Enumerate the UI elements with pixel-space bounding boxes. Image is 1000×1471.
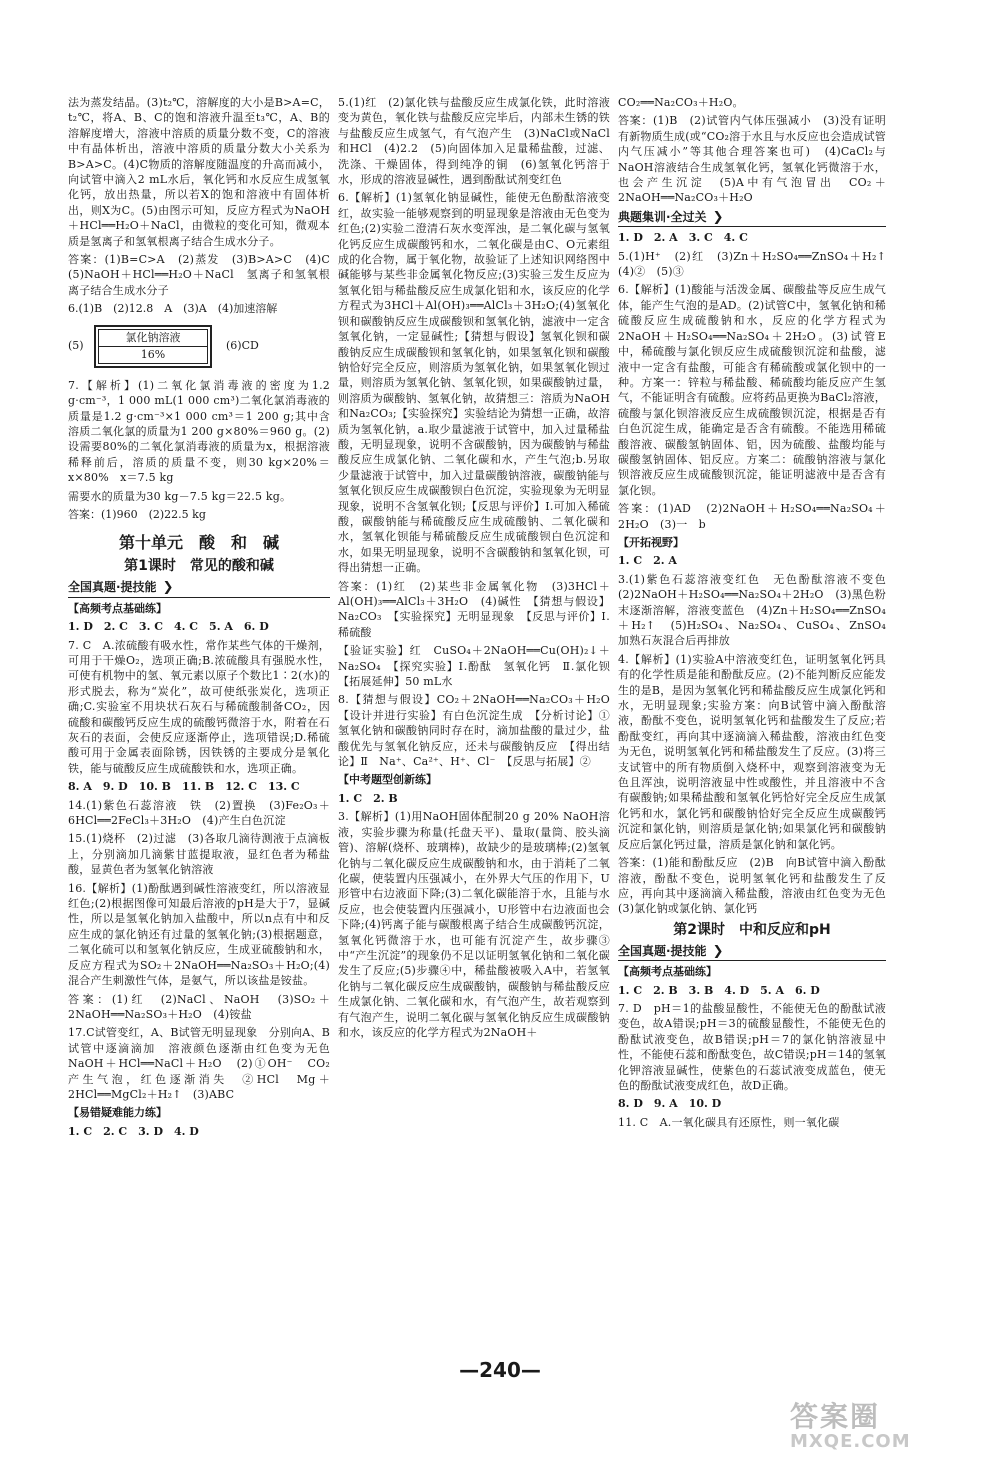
section-heading: 典题集训·全过关 ❯ (618, 210, 886, 227)
answer-row: 1. C 2. B 3. B 4. D 5. A 6. D (618, 983, 820, 997)
column-right (618, 95, 898, 1133)
subsection-heading: 【中考题型创新练】 (338, 773, 437, 787)
lesson-title: 第2课时 中和反应和pH (673, 921, 831, 938)
watermark-logo (790, 1395, 990, 1465)
answer-line: 答案：(1)红 (2)NaCl、NaOH (3)SO₂＋2NaOH══Na₂SO₃＋H₂O (4)铵盐 (68, 992, 330, 1021)
paragraph: 5.(1)H⁺ (2)红 (3)Zn＋H₂SO₄══ZnSO₄＋H₂↑ (4)② (5)③ (618, 249, 898, 279)
column-middle (338, 95, 622, 1043)
watermark-text: 答案圈 (790, 1400, 881, 1433)
paragraph: 需要水的质量为30 kg－7.5 kg＝22.5 kg。 (68, 489, 292, 503)
unit-title: 第十单元 酸 和 碱 (118, 533, 279, 553)
chevron-right-icon: ❯ (712, 209, 724, 225)
answer-line: 答案：(1)960 (2)22.5 kg (68, 507, 206, 521)
label-number: (5) (68, 339, 84, 353)
paragraph: 5.(1)红 (2)氯化铁与盐酸反应生成氯化铁，此时溶液变为黄色，氧化铁与盐酸反应完毕后，内部未生锈的铁与盐酸反应生成氢气，有气泡产生 (3)NaCl或NaCl和HCl (4)2.2 (5)向固体加入足量稀盐酸，过滤、洗涤、干燥固体，得到纯净的铜 (6)氢氧化钙溶于水，形成的溶液显碱性，遇到酚酞试剂变红色 (338, 96, 610, 187)
label-name: 氯化钠溶液 (99, 330, 207, 347)
paragraph: 7.【解析】(1)二氧化氯消毒液的密度为1.2 g·cm⁻³，1 000 mL(1 000 cm³)二氧化氯消毒液的质量是1.2 g·cm⁻³×1 000 cm³＝1 200 g;其中含溶质二氧化氯的质量为1 200 g×80%＝960 g。(2)设需要80%的二氧化氯消毒液的质量为x，根据溶液稀释前后，溶质的质量不变，则30 kg×20%＝x×80% x＝7.5 kg (68, 378, 330, 485)
paragraph: 3.【解析】(1)用NaOH固体配制20 g 20% NaOH溶液，实验步骤为称量(托盘天平)、量取(量筒、胶头滴管)、溶解(烧杯、玻璃棒)，故缺少的是玻璃棒;(2)氢氧化钠与二氧化碳反应生成碳酸钠和水，由于消耗了二氧化碳，使装置内压强减小，在外界大气压的作用下，U形管中右边液面下降;(3)二氧化碳能溶于水，且能与水反应，也会使装置内压强减小，U形管中右边液面也会下降;(4)钙离子能与碳酸根离子结合生成碳酸钙沉淀，氢氧化钙微溶于水，也可能有沉淀产生，故步骤③中“产生沉淀”的现象仍不足以证明氢氧化钠和二氧化碳发生了反应;(5)步骤④中，稀盐酸被吸入A中，若氢氧化钠与二氧化碳反应生成碳酸钠，碳酸钠与稀盐酸反应生成氯化钠、二氧化碳和水，有气泡产生，故若观察到有气泡产生，说明二氧化碳与氢氧化钠反应生成碳酸钠和水，该反应的化学方程式为2NaOH＋ (338, 810, 610, 1039)
paragraph: 7. C A.浓硫酸有吸水性，常作某些气体的干燥剂，可用于干燥O₂，选项正确;B.浓硫酸具有强脱水性，可使有机物中的氢、氧元素以原子个数比1∶2(水)的形式脱去，称为“炭化”，故可使纸张炭化，选项正确;C.实验室不用块状石灰石与稀硫酸制备CO₂，因硫酸和碳酸钙反应生成的硫酸钙微溶于水，附着在石灰石的表面，会使反应逐渐停止，选项错误;D.稀硫酸可用于金属表面除锈，因铁锈的主要成分是氧化铁，能与硫酸反应生成硫酸铁和水，选项正确。 (68, 638, 330, 775)
paragraph: 15.(1)烧杯 (2)过滤 (3)各取几滴待测液于点滴板上，分别滴加几滴紫甘蓝提取液，显红色者为稀盐酸，显黄色者为氢氧化钠溶液 (68, 832, 330, 877)
lesson-title: 第1课时 常见的酸和碱 (124, 558, 274, 575)
watermark-url: MXQE.COM (790, 1431, 911, 1452)
column-left (68, 95, 342, 1142)
paragraph: 11. C A.一氧化碳具有还原性，则一氧化碳 (618, 1115, 840, 1129)
label-concentration: 16% (140, 347, 166, 361)
paragraph: 17.C试管变红，A、B试管无明显现象 分别向A、B试管中逐滴滴加 溶液颜色逐渐由红色变为无色 NaOH＋HCl══NaCl＋H₂O (2)①OH⁻ CO₂ 产生气泡，红色逐渐消失 ②HCl Mg＋2HCl══MgCl₂＋H₂↑ (3)ABC (68, 1026, 342, 1101)
paragraph: 7. D pH＝1的盐酸显酸性，不能使无色的酚酞试液变色，故A错误;pH＝3的硫酸显酸性，不能使无色的酚酞试液变色，故B错误;pH＝7的氯化钠溶液显中性，不能使石蕊和酚酞变色，故C错误;pH＝14的氢氧化钾溶液显碱性，使紫色的石蕊试液变成蓝色，使无色的酚酞试液变成红色，故D正确。 (618, 1001, 886, 1092)
answer-row: 8. A 9. D 10. B 11. B 12. C 13. C (68, 780, 300, 794)
answer-row: 1. C 2. C 3. D 4. D (68, 1124, 199, 1138)
answer-line: 答案：(1)B=C>A (2)蒸发 (3)B>A>C (4)C (5)NaOH＋HCl══H₂O＋NaCl 氢离子和氢氧根离子结合生成水分子 (68, 253, 342, 297)
subsection-heading: 【开拓视野】 (618, 535, 684, 549)
paragraph: 法为蒸发结晶。(3)t₂℃，溶解度的大小是B>A=C，t₂℃，将A、B、C的饱和溶液升温至t₃℃，A、B的溶解度增大，溶液中溶质的质量分数不变，C的溶液中有晶体析出，溶液中溶质的质量分数大小关系为B>A>C。(4)C物质的溶解度随温度的升高而减小，向试管中滴入2 mL水后，氧化钙和水反应生成氢氧化钙，放出热量，所以若X的饱和溶液中有固体析出，则X为C。(5)由图示可知，反应方程式为NaOH＋HCl══H₂O＋NaCl，由微粒的变化可知，微观本质是氢离子和氢氧根离子结合生成水分子。 (68, 96, 330, 248)
paragraph: 6.【解析】(1)氢氧化钠显碱性，能使无色酚酞溶液变红，故实验一能够观察到的明显现象是溶液由无色变为红色;(2)实验二澄清石灰水变浑浊，是二氧化碳与氢氧化钙反应生成碳酸钙和水，二氧化碳是由C、O元素组成的化合物，属于氧化物，故验证了上述知识网络图中碱能够与某些非金属氧化物反应;(3)实验三发生反应为氢氧化铝与稀盐酸反应生成氯化铝和水，该反应的化学方程式为3HCl＋Al(OH)₃══AlCl₃＋3H₂O;(4)氢氧化钡和碳酸钠反应生成碳酸钡和氢氧化钠，滤液中一定含氢氧化钠，一定显碱性;【猜想与假设】氢氧化钡和碳酸钠反应生成碳酸钡和氢氧化钠，如果氢氧化钡和碳酸钠恰好完全反应，则溶质为氢氧化钠，如果氢氧化钡过量，则溶质为氢氧化钠、氢氧化钡，如果碳酸钠过量，则溶质为碳酸钠、氢氧化钠，故猜想三：溶质为NaOH和Na₂CO₃;【实验探究】实验结论为猜想一正确，故溶质为氢氧化钠，a.取少量滤液于试管中，加入过量稀盐酸，无明显现象，说明不含碳酸钠，因为碳酸钠与稀盐酸反应生成氯化钠、二氧化碳和水，产生气泡;b.另取少量滤液于试管中，加入过量碳酸钠溶液，碳酸钠能与氢氧化钡反应生成碳酸钡白色沉淀，实验现象为无明显现象，说明不含氢氧化钡;【反思与评价】Ⅰ.可加入稀硫酸，碳酸钠能与稀硫酸反应生成硫酸钠、二氧化碳和水，氢氧化钡能与稀硫酸反应生成硫酸钡白色沉淀和水，如果无明显现象，说明不含碳酸钠和氢氧化钡，可得出猜想一正确。 (338, 191, 610, 575)
subsection-heading: 【高频考点基础练】 (68, 601, 167, 615)
paragraph: 3.(1)紫色石蕊溶液变红色 无色酚酞溶液不变色 (2)2NaOH＋H₂SO₄══Na₂SO₄＋2H₂O (3)黑色粉末逐渐溶解，溶液变蓝色 (4)Zn＋H₂SO₄══ZnSO₄＋H₂↑ (5)H₂SO₄、Na₂SO₄、CuSO₄、ZnSO₄ 加熟石灰混合后再排放 (618, 572, 898, 648)
page-number: —240— (459, 1358, 541, 1382)
paragraph: 14.(1)紫色石蕊溶液 铁 (2)置换 (3)Fe₂O₃＋6HCl══2FeCl₃＋3H₂O (4)产生白色沉淀 (68, 798, 330, 828)
paragraph: 4.【解析】(1)实验A中溶液变红色，证明氢氧化钙具有的化学性质是能和酚酞反应。(2)不能判断反应能发生的是B，是因为氢氧化钙和稀盐酸反应生成氯化钙和水，无明显现象;实验方案：向B试管中滴入酚酞溶液，酚酞不变色，说明氢氧化钙和盐酸发生了反应;若酚酞变红，再向其中逐滴滴入稀盐酸，溶液由红色变为无色，说明氢氧化钙和稀盐酸发生了反应。(3)将三支试管中的所有物质倒入烧杯中，观察到溶液变为无色且浑浊，说明溶液显中性或酸性，并且溶液中不含有碳酸钠;如果稀盐酸和氢氧化钙恰好完全反应生成氯化钙和水，氯化钙和碳酸钠恰好完全反应生成碳酸钙沉淀和氯化钠，则溶质是氯化钠;如果氯化钙和碳酸钠反应后氯化钙过量，溶质是氯化钠和氯化钙。 (618, 652, 886, 851)
section-heading: 全国真题·提技能 ❯ (618, 944, 886, 961)
answer-row: 1. D 2. A 3. C 4. C (618, 231, 748, 245)
subsection-heading: 【易错疑难能力练】 (68, 1106, 167, 1120)
paragraph: 【验证实验】红 CuSO₄＋2NaOH══Cu(OH)₂↓＋Na₂SO₄ 【探究实验】Ⅰ.酚酞 氢氧化钙 Ⅱ.氯化钡 【拓展延伸】50 mL水 (338, 644, 622, 689)
answer-line: 答案：(1)B (2)试管内气体压强减小 (3)没有证明有新物质生成(或“CO₂溶于水且与水反应也会造成试管内气压减小”等其他合理答案也可) (4)CaCl₂与NaOH溶液结合生成氢氧化钙，氢氧化钙微溶于水，也会产生沉淀 (5)A中有气泡冒出 CO₂＋2NaOH══Na₂CO₃＋H₂O (618, 114, 886, 205)
subsection-heading: 【高频考点基础练】 (618, 965, 717, 979)
paragraph: 8.【猜想与假设】CO₂＋2NaOH══Na₂CO₃＋H₂O 【设计并进行实验】有白色沉淀生成 【分析讨论】①氢氧化钠和碳酸钠同时存在时，滴加盐酸的量过少，盐酸优先与氢氧化钠反应，还未与碳酸钠反应 【得出结论】Ⅱ Na⁺、Ca²⁺、H⁺、Cl⁻ 【反思与拓展】② (338, 693, 622, 769)
answer-line: 答案：(1)AD (2)2NaOH＋H₂SO₄══Na₂SO₄＋2H₂O (3)一 b (618, 502, 886, 531)
answer-row: 8. D 9. A 10. D (618, 1097, 722, 1111)
answer-row: 1. D 2. C 3. C 4. C 5. A 6. D (68, 620, 269, 634)
section-heading: 全国真题·提技能 ❯ (68, 580, 330, 597)
paragraph: 16.【解析】(1)酚酞遇到碱性溶液变红，所以溶液显红色;(2)根据图像可知最后溶液的pH是大于7，显碱性，所以是氢氧化钠加入盐酸中，所以n点有中和反应生成的氯化钠还有过量的氢氧化钠;(3)根据题意，二氧化硫可以和氢氧化钠反应，生成亚硫酸钠和水，反应方程式为SO₂＋2NaOH══Na₂SO₃＋H₂O;(4)混合产生刺激性气体，是氨气，所以该盐是铵盐。 (68, 881, 330, 988)
reagent-label-figure (68, 325, 330, 368)
answer-line: 6.(1)B (2)12.8 A (3)A (4)加速溶解 (68, 302, 278, 316)
reagent-label-box (94, 325, 212, 368)
answer-line: 答案：(1)能和酚酞反应 (2)B 向B试管中滴入酚酞溶液，酚酞不变色，说明氢氧化钙和盐酸发生了反应，再向其中逐滴滴入稀盐酸，溶液由红色变为无色 (3)氯化钠或氯化钠、氯化钙 (618, 856, 898, 916)
label-tail: (6)CD (226, 339, 259, 353)
paragraph: 6.【解析】(1)酸能与活泼金属、碳酸盐等反应生成气体，能产生气泡的是AD。(2)试管C中，氢氧化钠和稀硫酸反应生成硫酸钠和水，反应的化学方程式为2NaOH＋H₂SO₄══Na₂SO₄＋2H₂O。(3)试管E中，稀硫酸与氯化钡反应生成硫酸钡沉淀和盐酸，滤液中一定含有盐酸，可能含有稀硫酸或氯化钡中的一种。方案一：锌粒与稀盐酸、稀硫酸均能反应产生氢气，不能证明含有硫酸。应将药品更换为BaCl₂溶液，硫酸与氯化钡溶液反应生成硫酸钡沉淀，根据是否有白色沉淀生成，能确定是否含有硫酸。不能选用稀硫酸溶液、碳酸氢钠固体、铝，因为硫酸、盐酸均能与碳酸氢钠固体、铝反应。方案二：硫酸钠溶液与氯化钡溶液反应生成硫酸钡沉淀，能证明滤液中是否含有氯化钡。 (618, 283, 886, 497)
answer-row: 1. C 2. A (618, 554, 677, 568)
answer-line: 答案：(1)红 (2)某些非金属氧化物 (3)3HCl＋Al(OH)₃══AlCl₃＋3H₂O (4)碱性 【猜想与假设】Na₂CO₃ 【实验探究】无明显现象 【反思与评价】Ⅰ.稀硫酸 (338, 579, 610, 639)
chevron-right-icon: ❯ (162, 580, 174, 596)
paragraph: CO₂══Na₂CO₃＋H₂O。 (618, 96, 744, 109)
chevron-right-icon: ❯ (712, 943, 724, 959)
answer-row: 1. C 2. B (338, 791, 398, 805)
